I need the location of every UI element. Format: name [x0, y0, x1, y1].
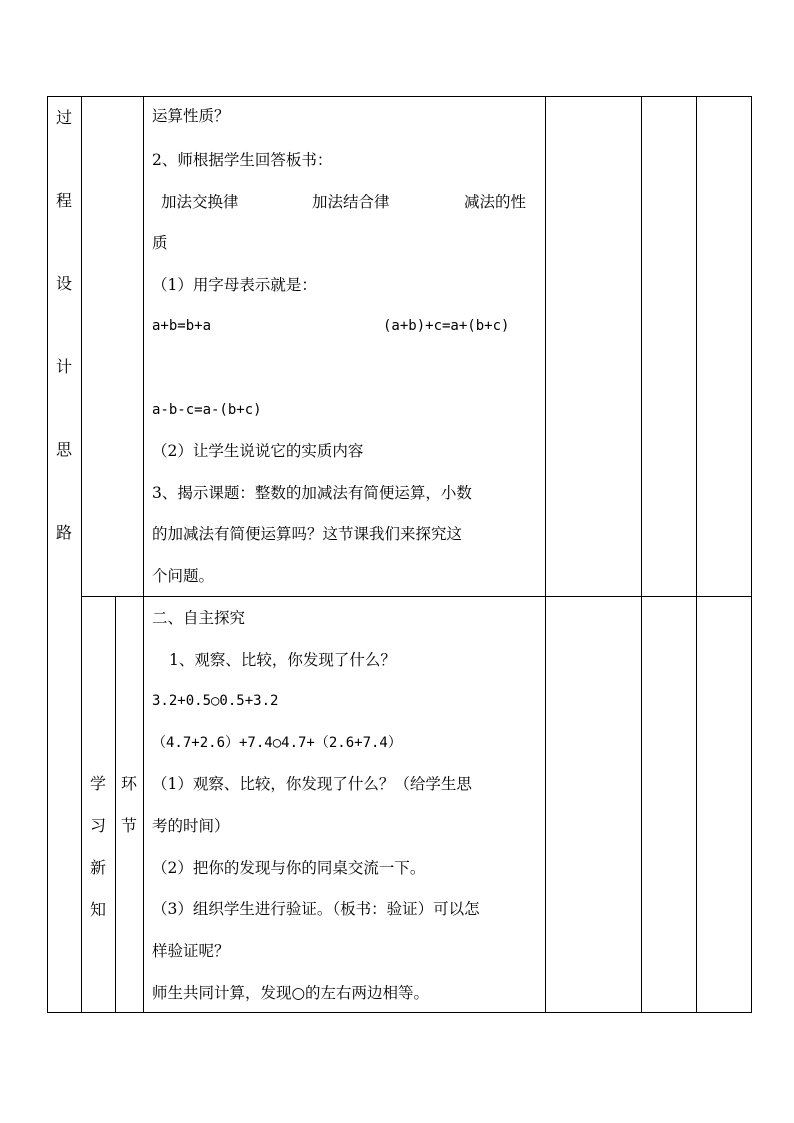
question: 1、观察、比较，你发现了什么？ — [169, 651, 396, 669]
law-associative: 加法结合律 — [312, 193, 390, 211]
step-3-cont: 样验证呢？ — [152, 942, 230, 960]
section-divider — [81, 596, 751, 597]
side-label-char: 计 — [55, 357, 72, 376]
law-subtraction-cont: 质 — [152, 234, 168, 252]
side-label-char: 习 — [89, 816, 106, 835]
text-line: （2）让学生说说它的实质内容 — [152, 442, 364, 460]
text-line: 3、揭示课题：整数的加减法有简便运算，小数 — [152, 484, 472, 502]
section-title: 二、自主探究 — [152, 609, 246, 627]
text-line: （1）用字母表示就是： — [152, 276, 317, 294]
text-line: 2、师根据学生回答板书： — [152, 151, 333, 169]
side-label-char: 设 — [55, 274, 72, 293]
table-right-border — [751, 96, 752, 1013]
table-left-border — [47, 96, 48, 1013]
side-label-char: 路 — [55, 523, 72, 542]
table-top-border — [47, 96, 751, 97]
law-commutative: 加法交换律 — [161, 193, 239, 211]
column-divider-4 — [545, 96, 546, 1013]
side-label-char: 环 — [120, 774, 137, 793]
formula-subtraction: a-b-c=a-(b+c) — [152, 402, 262, 418]
column-divider-5 — [641, 96, 642, 1013]
side-label-char: 思 — [55, 440, 72, 459]
column-divider-3 — [143, 96, 144, 1013]
table-bottom-border — [47, 1012, 751, 1013]
step-1: （1）观察、比较，你发现了什么？（给学生思 — [152, 775, 472, 793]
text-line: 的加减法有简便运算吗？这节课我们来探究这 — [152, 525, 463, 543]
side-label-char: 过 — [55, 108, 72, 127]
formula-commutative: a+b=b+a — [152, 318, 212, 334]
side-label-char: 学 — [89, 774, 106, 793]
column-divider-1 — [81, 96, 82, 1013]
step-1-cont: 考的时间） — [152, 817, 230, 835]
formula-associative: (a+b)+c=a+(b+c) — [383, 318, 510, 334]
side-label-char: 程 — [55, 191, 72, 210]
column-divider-6 — [696, 96, 697, 1013]
text-line: 运算性质？ — [152, 107, 230, 125]
side-label-char: 新 — [89, 858, 106, 877]
expression: （4.7+2.6）+7.4○4.7+（2.6+7.4） — [152, 735, 402, 751]
column-divider-2 — [115, 596, 116, 1013]
step-4: 师生共同计算，发现○的左右两边相等。 — [152, 984, 430, 1002]
step-2: （2）把你的发现与你的同桌交流一下。 — [152, 859, 426, 877]
side-label-char: 知 — [89, 900, 106, 919]
step-3: （3）组织学生进行验证。（板书：验证）可以怎 — [152, 900, 480, 918]
expression: 3.2+0.5○0.5+3.2 — [152, 693, 279, 709]
law-subtraction: 减法的性 — [464, 193, 527, 211]
text-line: 个问题。 — [152, 567, 215, 585]
side-label-char: 节 — [120, 816, 137, 835]
